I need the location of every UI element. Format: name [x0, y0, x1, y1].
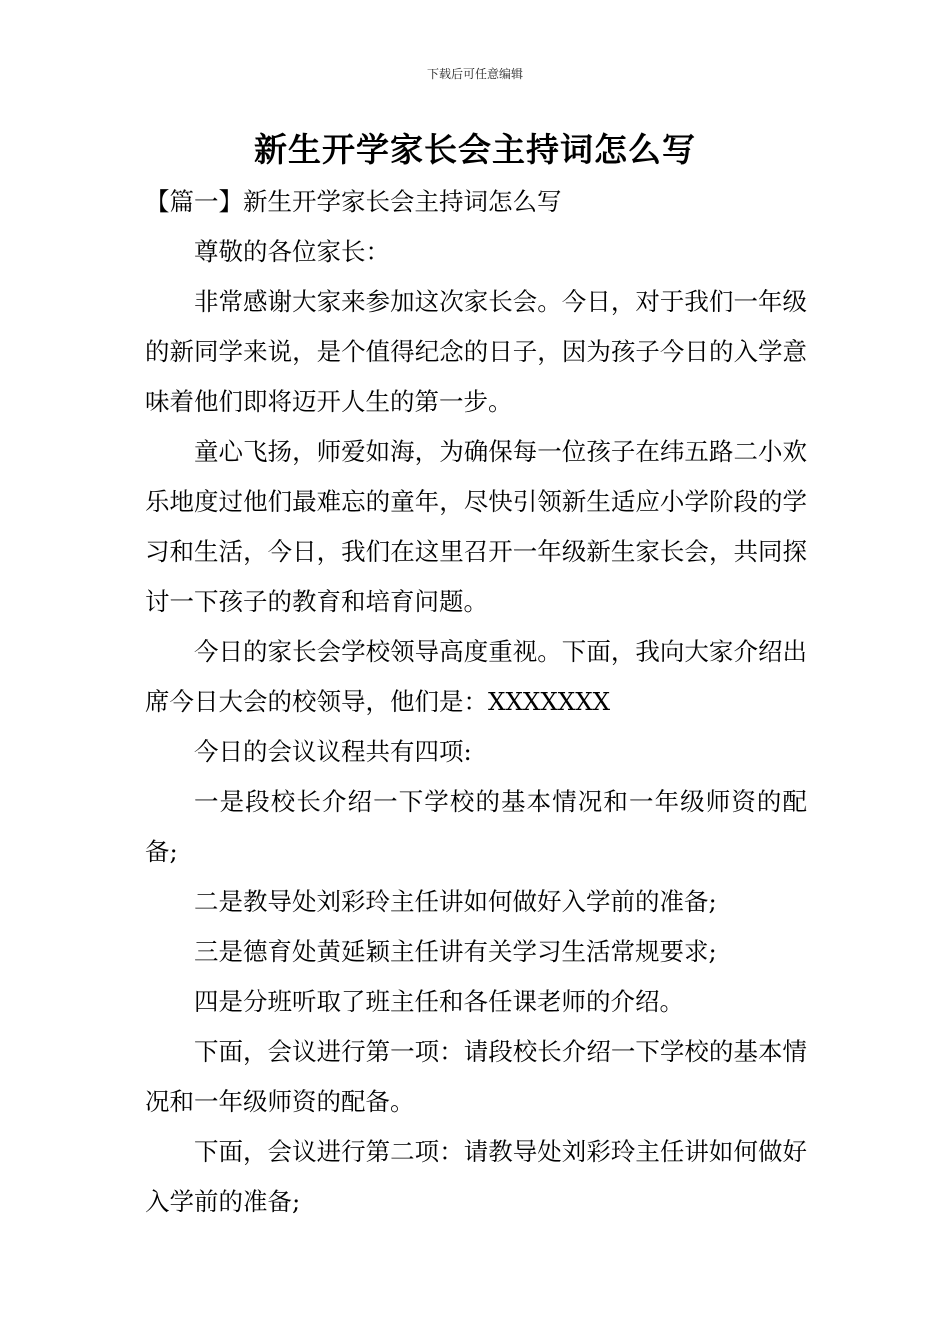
- paragraph-second-item: 下面，会议进行第二项：请教导处刘彩玲主任讲如何做好入学前的准备;: [145, 1137, 807, 1216]
- paragraph-greeting: 尊敬的各位家长：: [194, 237, 390, 266]
- paragraph-agenda-intro: 今日的会议议程共有四项:: [194, 737, 472, 766]
- section-heading: 【篇一】新生开学家长会主持词怎么写: [145, 187, 562, 216]
- document-title: 新生开学家长会主持词怎么写: [254, 130, 696, 169]
- header-note: 下载后可任意编辑: [426, 67, 523, 81]
- paragraph-agenda-item-2: 二是教导处刘彩玲主任讲如何做好入学前的准备;: [194, 887, 717, 916]
- document-body: [145, 177, 807, 1227]
- paragraph-leaders: 今日的家长会学校领导高度重视。下面，我向大家介绍出席今日大会的校领导，他们是：XXXXXXX: [145, 637, 807, 716]
- paragraph-agenda-item-1: 一是段校长介绍一下学校的基本情况和一年级师资的配备;: [145, 787, 807, 866]
- paragraph-thanks: 非常感谢大家来参加这次家长会。今日，对于我们一年级的新同学来说，是个值得纪念的日子，因为孩子今日的入学意味着他们即将迈开人生的第一步。: [145, 287, 807, 416]
- paragraph-agenda-item-4: 四是分班听取了班主任和各任课老师的介绍。: [194, 987, 684, 1016]
- paragraph-purpose: 童心飞扬，师爱如海，为确保每一位孩子在纬五路二小欢乐地度过他们最难忘的童年，尽快引领新生适应小学阶段的学习和生活，今日，我们在这里召开一年级新生家长会，共同探讨一下孩子的教育和培育问题。: [145, 437, 807, 616]
- paragraph-agenda-item-3: 三是德育处黄延颖主任讲有关学习生活常规要求;: [194, 937, 717, 966]
- paragraph-first-item: 下面，会议进行第一项：请段校长介绍一下学校的基本情况和一年级师资的配备。: [145, 1037, 807, 1116]
